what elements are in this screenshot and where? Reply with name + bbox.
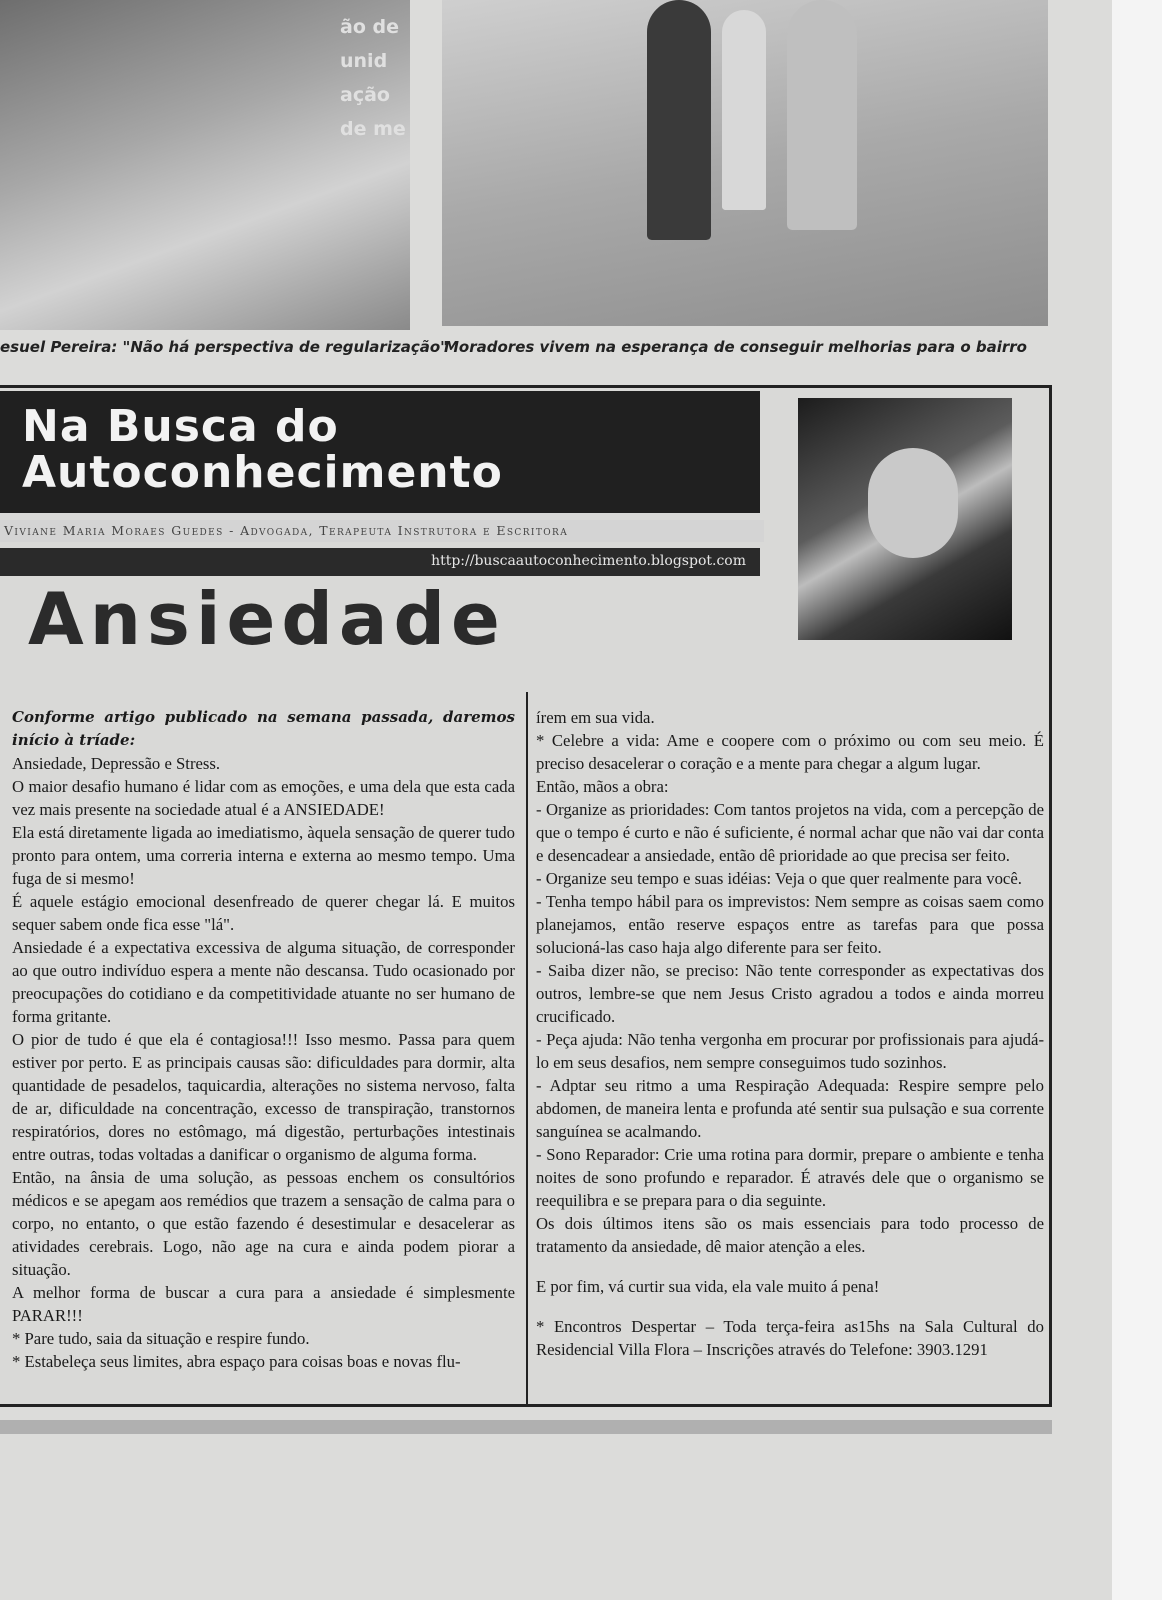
spacer bbox=[536, 1298, 1044, 1315]
paragraph: - Sono Reparador: Crie uma rotina para dormir, prepare o ambiente e tenha noites de sono profundo e reparador. É através dele que o organismo se reequilibra e se prepara para o dia seguinte. bbox=[536, 1145, 1044, 1210]
paragraph: Ansiedade é a expectativa excessiva de alguma situação, de corresponder ao que outro indivíduo espera a mente não descansa. Tudo ocasionado por preocupações do cotidiano e da competitividade atuante no ser humano de forma gritante. bbox=[12, 938, 515, 1026]
paragraph: Ansiedade, Depressão e Stress. bbox=[12, 754, 221, 773]
figure-child bbox=[722, 10, 766, 210]
photo-residents bbox=[442, 0, 1048, 326]
column-title bbox=[22, 401, 503, 498]
paragraph: - Organize seu tempo e suas idéias: Veja o que quer realmente para você. bbox=[536, 869, 1022, 888]
article-column-right bbox=[536, 706, 1044, 1361]
article-headline: Ansiedade bbox=[28, 577, 506, 661]
photo-overlay-text bbox=[340, 10, 410, 146]
author-portrait bbox=[798, 398, 1012, 640]
paragraph: - Peça ajuda: Não tenha vergonha em procurar por profissionais para ajudá-lo em seus desafios, nem sempre conseguimos tudo sozinhos. bbox=[536, 1030, 1044, 1072]
paragraph: - Organize as prioridades: Com tantos projetos na vida, com a percepção de que o tempo é curto e não é suficiente, é normal achar que não vai dar conta e desencadear a ansiedade, então dê prioridade ao que precisa ser feito. bbox=[536, 800, 1044, 865]
column-author: Viviane Maria Moraes Guedes - Advogada, Terapeuta Instrutora e Escritora bbox=[0, 520, 764, 542]
paragraph: * Pare tudo, saia da situação e respire fundo. bbox=[12, 1329, 310, 1348]
paragraph: Ela está diretamente ligada ao imediatismo, àquela sensação de querer tudo pronto para ontem, uma correria interna e externa ao mesmo tempo. Uma fuga de si mesmo! bbox=[12, 823, 515, 888]
paragraph: - Adptar seu ritmo a uma Respiração Adequada: Respire sempre pelo abdomen, de maneira lenta e profunda até sentir sua pulsação e sua corrente sanguínea se acalmando. bbox=[536, 1076, 1044, 1141]
paragraph: Os dois últimos itens são os mais essenciais para todo processo de tratamento da ansiedade, dê maior atenção a eles. bbox=[536, 1214, 1044, 1256]
paragraph: A melhor forma de buscar a cura para a ansiedade é simplesmente PARAR!!! bbox=[12, 1283, 515, 1325]
paragraph: - Tenha tempo hábil para os imprevistos: Nem sempre as coisas saem como planejamos, então reserve espaços entre as tarefas para que possa solucioná-las caso haja algo diferente para ser feito. bbox=[536, 892, 1044, 957]
paragraph: - Saiba dizer não, se preciso: Não tente corresponder as expectativas dos outros, lembre-se que nem Jesus Cristo agradou a todos e ainda morreu crucificado. bbox=[536, 961, 1044, 1026]
paragraph: Então, mãos a obra: bbox=[536, 777, 669, 796]
paragraph: * Celebre a vida: Ame e coopere com o próximo ou com seu meio. É preciso desacelerar o coração e a mente para chegar a algum lugar. bbox=[536, 731, 1044, 773]
photo-caption-right: Moradores vivem na esperança de conseguir melhorias para o bairro bbox=[444, 338, 1027, 356]
photo-interviewee bbox=[0, 0, 410, 330]
figure-adult-2 bbox=[787, 0, 857, 230]
column-url: http://buscaautoconhecimento.blogspot.com bbox=[431, 553, 746, 569]
photo-caption-left: esuel Pereira: "Não há perspectiva de regularização" bbox=[0, 338, 448, 356]
event-note: * Encontros Despertar – Toda terça-feira as15hs na Sala Cultural do Residencial Villa Flora – Inscrições através do Telefone: 3903.1291 bbox=[536, 1317, 1044, 1359]
paragraph: É aquele estágio emocional desenfreado de querer chegar lá. E muitos sequer sabem onde fica esse "lá". bbox=[12, 892, 515, 934]
paragraph: * Estabeleça seus limites, abra espaço para coisas boas e novas flu- bbox=[12, 1352, 461, 1371]
portrait-face bbox=[868, 448, 958, 558]
article-lead: Conforme artigo publicado na semana passada, daremos início à tríade: bbox=[12, 708, 515, 749]
paragraph: Então, na ânsia de uma solução, as pessoas enchem os consultórios médicos e se apegam aos remédios que trazem a sensação de calma para o corpo, no entanto, o que estão fazendo é desestimular e desacelerar as atividades cerebrais. Logo, não age na cura e ainda podem piorar a situação. bbox=[12, 1168, 515, 1279]
column-title-line: Autoconhecimento bbox=[22, 447, 503, 498]
paragraph: O maior desafio humano é lidar com as emoções, e uma dela que esta cada vez mais presente na sociedade atual é a ANSIEDADE! bbox=[12, 777, 515, 819]
photo-overlay-line: ação de me bbox=[340, 84, 406, 140]
paragraph: írem em sua vida. bbox=[536, 708, 655, 727]
spacer bbox=[536, 1258, 1044, 1275]
article-column-left bbox=[12, 706, 515, 1373]
paragraph: O pior de tudo é que ela é contagiosa!!! Isso mesmo. Passa para quem estiver por perto. E as principais causas são: dificuldades para dormir, alta quantidade de pesadelos, taquicardia, alterações no sistema nervoso, falta de ar, dificuldade na concentração, excesso de transpiração, transtornos respiratórios, dores no estômago, má digestão, perturbações intestinais entre outras, todas voltadas a danificar o organismo de alguma forma. bbox=[12, 1030, 515, 1164]
scan-margin bbox=[1112, 0, 1162, 1600]
closing-line: E por fim, vá curtir sua vida, ela vale muito á pena! bbox=[536, 1277, 880, 1296]
photo-overlay-line: ão de unid bbox=[340, 16, 399, 72]
figure-adult bbox=[647, 0, 711, 240]
column-title-line: Na Busca do bbox=[22, 401, 339, 452]
page-bottom-rule bbox=[0, 1420, 1052, 1434]
column-divider bbox=[526, 692, 528, 1406]
url-bar bbox=[0, 548, 760, 576]
